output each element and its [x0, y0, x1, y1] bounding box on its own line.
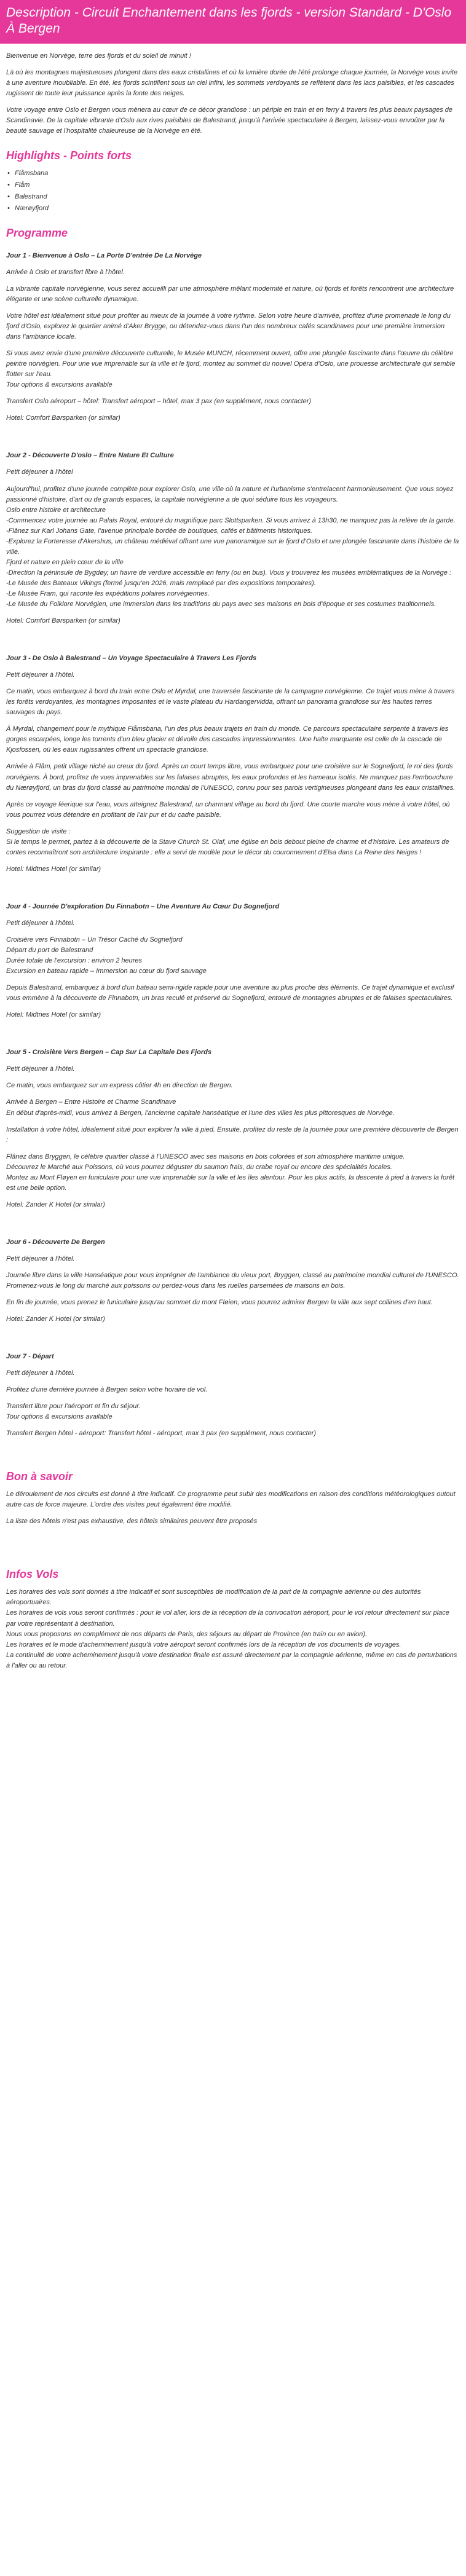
day-text-line: Montez au Mont Fløyen en funiculaire pour une vue imprenable sur la ville et les îles alentour. Pour les plus actifs, la descente à pied à travers la forêt est une belle option.: [6, 1173, 455, 1192]
day-text-line: Départ du port de Balestrand: [6, 947, 93, 955]
day-text-line: Hotel: Comfort Børsparken (or similar): [6, 414, 120, 422]
day-paragraph: [6, 918, 460, 929]
day-text-line: Après ce voyage féerique sur l'eau, vous atteignez Balestrand, un charmant village au bord du fjord. Une courte marche vous mène à votre hôtel, où vous pourrez vous détendre en profitant de l'air pur et du cadre paisible.: [6, 800, 450, 819]
day-title: Jour 6 - Découverte De Bergen: [6, 1238, 105, 1246]
title-bar: [0, 0, 466, 44]
day-paragraph: [6, 1064, 460, 1074]
bon-a-savoir-heading: Bon à savoir: [6, 1470, 73, 1483]
highlight-item: • Balestrand: [6, 192, 460, 202]
day-paragraph: [6, 1125, 460, 1146]
day-text-line: En début d'après-midi, vous arrivez à Bergen, l'ancienne capitale hanséatique et l'une des villes les plus pittoresques de Norvège.: [6, 1109, 395, 1117]
infos-vols-line: La continuité de votre acheminement jusqu'à votre destination finale est assuré directement par la compagnie aérienne, même en cas de perturbations à l'aller ou au retour.: [6, 1651, 457, 1669]
day-paragraph: [6, 1428, 460, 1439]
day-paragraph: [6, 1385, 460, 1395]
day-text-line: -Direction la péninsule de Bygdøy, un havre de verdure accessible en ferry (ou en bus). Vous y trouverez les musées emblématiques de la Norvège :: [6, 569, 451, 577]
day-paragraph: [6, 670, 460, 680]
day-text-line: Installation à votre hôtel, idéalement situé pour explorer la ville à pied. Ensuite, profitez du reste de la journée pour une première découverte de Bergen :: [6, 1125, 459, 1144]
day-text-line: En fin de journée, vous prenez le funiculaire jusqu'au sommet du mont Fløien, vous pourrez admirer Bergen la ville aux sept collines d'en haut.: [6, 1299, 433, 1307]
hotel-info: [6, 1314, 460, 1325]
day-text-line: Arrivée à Oslo et transfert libre à l'hôtel.: [6, 268, 125, 276]
day-paragraph: [6, 762, 460, 793]
hotel-info: [6, 616, 460, 626]
day-text-line: Ce matin, vous embarquez sur un express côtier 4h en direction de Bergen.: [6, 1082, 233, 1090]
day-text-line: Hotel: Midtnes Hotel (or similar): [6, 865, 101, 873]
day-block: [6, 902, 460, 1039]
day-text-line: Profitez d'une dernière journée à Bergen selon votre horaire de vol.: [6, 1386, 208, 1394]
day-title: Jour 7 - Départ: [6, 1353, 54, 1361]
day-paragraph: [6, 1270, 460, 1291]
day-text-line: Hotel: Zander K Hotel (or similar): [6, 1200, 105, 1208]
day-title: Jour 3 - De Oslo à Balestrand – Un Voyage Spectaculaire à Travers Les Fjords: [6, 655, 257, 663]
day-text-line: -Flânez sur Karl Johans Gate, l'avenue principale bordée de boutiques, cafés et bâtiments historiques.: [6, 527, 312, 535]
day-text-line: Si le temps le permet, partez à la découverte de la Stave Church St. Olaf, une église en bois debout pleine de charme et d'histoire. Les amateurs de contes reconnaîtront son architecture inspirante : elle a servi de modèle pour le décor du couronnement d'Elsa dans La Reine des Neiges !: [6, 838, 449, 856]
day-paragraph: [6, 1152, 460, 1194]
bon-a-savoir-paragraph: Le déroulement de nos circuits est donné à titre indicatif. Ce programme peut subir des modifications en raison des conditions météorologiques outout autre cas de force majeure. L'ordre des visites peut également être modifié.: [6, 1491, 456, 1509]
hotel-info: [6, 1200, 460, 1210]
infos-vols-body: [6, 1587, 460, 1671]
day-block: [6, 1237, 460, 1343]
day-block: [6, 251, 460, 443]
day-paragraph: [6, 983, 460, 1004]
highlights-heading: Highlights - Points forts: [6, 149, 132, 162]
hotel-info: [6, 864, 460, 875]
day-text-line: -Explorez la Forteresse d'Akershus, un château médiéval offrant une vue panoramique sur le fjord d'Oslo et une plongée fascinante dans l'histoire de la ville.: [6, 537, 459, 556]
day-text-line: Ce matin, vous embarquez à bord du train entre Oslo et Myrdal, une traversée fascinante de la campagne norvégienne. Ce trajet vous mène à travers les forêts verdoyantes, les montagnes imposantes et le vaste plateau du Hardangervidda, offrant un panorama grandiose sur les hautes terres sauvages du pays.: [6, 688, 455, 717]
day-text-line: -Le Musée des Bateaux Vikings (fermé jusqu'en 2026, mais remplacé par des expositions temporaires).: [6, 579, 316, 587]
day-paragraph: [6, 724, 460, 755]
day-paragraph: [6, 396, 460, 407]
day-paragraph: [6, 1298, 460, 1308]
intro: [6, 51, 460, 136]
hotel-info: [6, 1010, 460, 1020]
page-title: Description - Circuit Enchantement dans les fjords - version Standard - D'Oslo À Bergen: [6, 6, 452, 36]
day-text-line: Arrivée à Bergen – Entre Histoire et Charme Scandinave: [6, 1098, 176, 1106]
day-text-line: Flânez dans Bryggen, le célèbre quartier classé à l'UNESCO avec ses maisons en bois colorées et son atmosphère maritime unique.: [6, 1152, 405, 1160]
day-text-line: Découvrez le Marché aux Poissons, où vous pourrez déguster du saumon frais, du crabe royal ou encore des spécialités locales.: [6, 1163, 392, 1171]
day-text-line: Tour options & excursions available: [6, 381, 113, 389]
day-paragraph: [6, 827, 460, 858]
day-title: Jour 5 - Croisière Vers Bergen – Cap Sur La Capitale Des Fjords: [6, 1049, 211, 1057]
day-text-line: Si vous avez envie d'une première découverte culturelle, le Musée MUNCH, récemment ouvert, offre une plongée fascinante dans l'œuvre du célèbre peintre norvégien. Pour une vue imprenable sur la ville et le fjord, montez au sommet du nouvel Opéra d'Oslo, une prouesse architecturale qui semble flotter sur l'eau.: [6, 350, 456, 379]
day-text-line: -Commencez votre journée au Palais Royal, entouré du magnifique parc Slottsparken. Si vous arrivez à 13h30, ne manquez pas la relève de la garde.: [6, 516, 456, 524]
highlights-list: [6, 168, 460, 214]
hotel-info: [6, 413, 460, 423]
day-text-line: Transfert Bergen hôtel - aéroport: Transfert hôtel - aéroport, max 3 pax (en supplément, nous contacter): [6, 1430, 317, 1438]
day-text-line: Excursion en bateau rapide – Immersion au cœur du fjord sauvage: [6, 967, 207, 975]
day-paragraph: [6, 349, 460, 390]
infos-vols-line: Nous vous proposons en complément de nos départs de Paris, des séjours au départ de Province (en train ou en avion).: [6, 1630, 368, 1638]
day-block: [6, 451, 460, 645]
intro-paragraph: Là où les montagnes majestueuses plongent dans des eaux cristallines et où la lumière dorée de l'été prolonge chaque journée, la Norvège vous invite à une aventure inoubliable. En été, les fjords scintillent sous un ciel infini, les sommets verdoyants se reflètent dans les lacs paisibles, et les cascades rugissent de toute leur puissance après la fonte des neiges.: [6, 68, 458, 97]
day-paragraph: [6, 800, 460, 821]
day-text-line: Votre hôtel est idéalement situé pour profiter au mieux de la journée à votre rythme. Selon votre heure d'arrivée, profitez d'une promenade le long du fjord d'Oslo, explorez le quartier animé d'Aker Brygge, ou détendez-vous dans l'un des nombreux cafés scandinaves pour une première immersion dans l'ambiance locale.: [6, 312, 451, 341]
day-text-line: Hotel: Midtnes Hotel (or similar): [6, 1011, 101, 1019]
day-paragraph: [6, 311, 460, 342]
day-paragraph: [6, 1254, 460, 1264]
day-text-line: Fjord et nature en plein cœur de la ville: [6, 558, 124, 566]
day-paragraph: [6, 935, 460, 977]
programme-heading: Programme: [6, 226, 68, 239]
day-block: [6, 653, 460, 893]
day-text-line: Petit déjeuner à l'hôtel.: [6, 1369, 75, 1377]
day-paragraph: [6, 1081, 460, 1091]
day-block: [6, 1047, 460, 1229]
day-paragraph: [6, 284, 460, 305]
day-text-line: Transfert Oslo aéroport – hôtel: Transfert aéroport – hôtel, max 3 pax (en supplément, nous contacter): [6, 398, 312, 406]
day-paragraph: [6, 267, 460, 278]
highlight-item: • Flåm: [6, 180, 460, 191]
intro-paragraph: Votre voyage entre Oslo et Bergen vous mènera au cœur de ce décor grandiose : un périple en train et en ferry à travers les plus beaux paysages de Scandinavie. De la capitale vibrante d'Oslo aux rives paisibles de Balestrand, jusqu'à l'arrivée spectaculaire à Bergen, laissez-vous envoûter par la beauté sauvage et l'hospitalité chaleureuse de la Norvège en été.: [6, 106, 452, 135]
highlight-item: • Flåmsbana: [6, 168, 460, 179]
day-paragraph: [6, 1097, 460, 1118]
infos-vols-line: Les horaires et le mode d'acheminement jusqu'à votre aéroport seront confirmés lors de la réception de vos documents de voyages.: [6, 1641, 401, 1648]
day-text-line: Petit déjeuner à l'hôtel.: [6, 671, 75, 679]
infos-vols-heading: Infos Vols: [6, 1568, 59, 1581]
infos-vols-line: Les horaires de vols vous seront confirmés : pour le vol aller, lors de la réception de la convocation aéroport, pour le vol retour directement sur place par votre représentant à destination.: [6, 1609, 449, 1628]
day-text-line: Oslo entre histoire et architecture: [6, 506, 106, 514]
day-text-line: La vibrante capitale norvégienne, vous serez accueilli par une atmosphère mêlant modernité et nature, où fjords et forêts rencontrent une architecture élégante et une scène culturelle dynamique.: [6, 285, 454, 303]
day-text-line: Petit déjeuner à l'hôtel: [6, 468, 73, 476]
day-text-line: Transfert libre pour l'aéroport et fin du séjour.: [6, 1403, 141, 1411]
day-title: Jour 1 - Bienvenue à Oslo – La Porte D'entrée De La Norvège: [6, 251, 202, 259]
day-paragraph: [6, 1368, 460, 1379]
day-paragraph: [6, 1401, 460, 1422]
day-text-line: Aujourd'hui, profitez d'une journée complète pour explorer Oslo, une ville où la nature et l'urbanisme s'entrelacent harmonieusement. Que vous soyez passionné d'histoire, d'art ou de grands espaces, la capitale norvégienne a de quoi séduire tous les voyageurs.: [6, 485, 454, 503]
day-text-line: Journée libre dans la ville Hanséatique pour vous imprégner de l'ambiance du vieux port, Bryggen, classé au patrimoine mondial culturel de l'UNESCO. Promenez-vous le long du marché aux poissons ou perdez-vous dans les ruelles parsemées de maisons en bois.: [6, 1271, 459, 1290]
infos-vols-line: Les horaires des vols sont donnés à titre indicatif et sont susceptibles de modification de la part de la compagnie aérienne ou des autorités aéroportuaires.: [6, 1588, 421, 1607]
day-title: Jour 2 - Découverte D'oslo – Entre Nature Et Culture: [6, 452, 174, 460]
day-text-line: Hotel: Zander K Hotel (or similar): [6, 1315, 105, 1323]
day-text-line: À Myrdal, changement pour le mythique Flåmsbana, l'un des plus beaux trajets en train du monde. Ce parcours spectaculaire serpente à travers les gorges escarpées, longe les torrents d'un bleu glacier et dévoile des cascades impressionnantes. Une halte marquante est celle de la cascade de Kjosfossen, où les eaux rugissantes offrent un spectacle grandiose.: [6, 725, 449, 754]
day-paragraph: [6, 484, 460, 610]
day-text-line: Suggestion de visite :: [6, 827, 71, 835]
day-text-line: Depuis Balestrand, embarquez à bord d'un bateau semi-rigide rapide pour une aventure au plus proche des éléments. Ce trajet dynamique et exclusif vous emmène à la découverte de Finnabotn, un bras reculé et préservé du Sognefjord, entouré de montagnes abruptes et de falaises spectaculaires.: [6, 984, 454, 1002]
content: [0, 51, 466, 1671]
day-text-line: Arrivée à Flåm, petit village niché au creux du fjord. Après un court temps libre, vous embarquez pour une croisière sur le Sognefjord, le roi des fjords norvégiens. À bord, profitez de vues imprenables sur les falaises abruptes, les eaux profondes et les hameaux isolés. Ne manquez pas l'embouchure du Nærøyfjord, un bras du fjord classé au patrimoine mondial de l'UNESCO, connu pour ses parois vertigineuses plongeant dans les eaux cristallines.: [6, 763, 456, 792]
bon-a-savoir-paragraph: La liste des hôtels n'est pas exhaustive, des hôtels similaires peuvent être proposés: [6, 1518, 258, 1526]
day-paragraph: [6, 467, 460, 478]
day-paragraph: [6, 687, 460, 718]
day-text-line: Croisière vers Finnabotn – Un Trésor Caché du Sognefjord: [6, 936, 183, 943]
day-title: Jour 4 - Journée D'exploration Du Finnabotn – Une Aventure Au Cœur Du Sognefjord: [6, 902, 280, 910]
highlight-item: • Nærøyfjord: [6, 203, 460, 214]
intro-paragraph: Bienvenue en Norvège, terre des fjords et du soleil de minuit !: [6, 52, 191, 60]
day-text-line: Durée totale de l'excursion : environ 2 heures: [6, 957, 143, 965]
day-text-line: Petit déjeuner à l'hôtel.: [6, 919, 75, 927]
programme-days: [6, 251, 460, 1440]
day-text-line: -Le Musée Fram, qui raconte les expéditions polaires norvégiennes.: [6, 589, 210, 597]
day-text-line: Petit déjeuner à l'hôtel.: [6, 1255, 75, 1262]
day-text-line: Tour options & excursions available: [6, 1413, 113, 1421]
day-text-line: -Le Musée du Folklore Norvégien, une immersion dans les traditions du pays avec ses maisons en bois d'époque et ses costumes traditionnels.: [6, 601, 436, 609]
day-text-line: Petit déjeuner à l'hôtel.: [6, 1065, 75, 1073]
day-block: [6, 1352, 460, 1439]
day-text-line: Hotel: Comfort Børsparken (or similar): [6, 617, 120, 625]
